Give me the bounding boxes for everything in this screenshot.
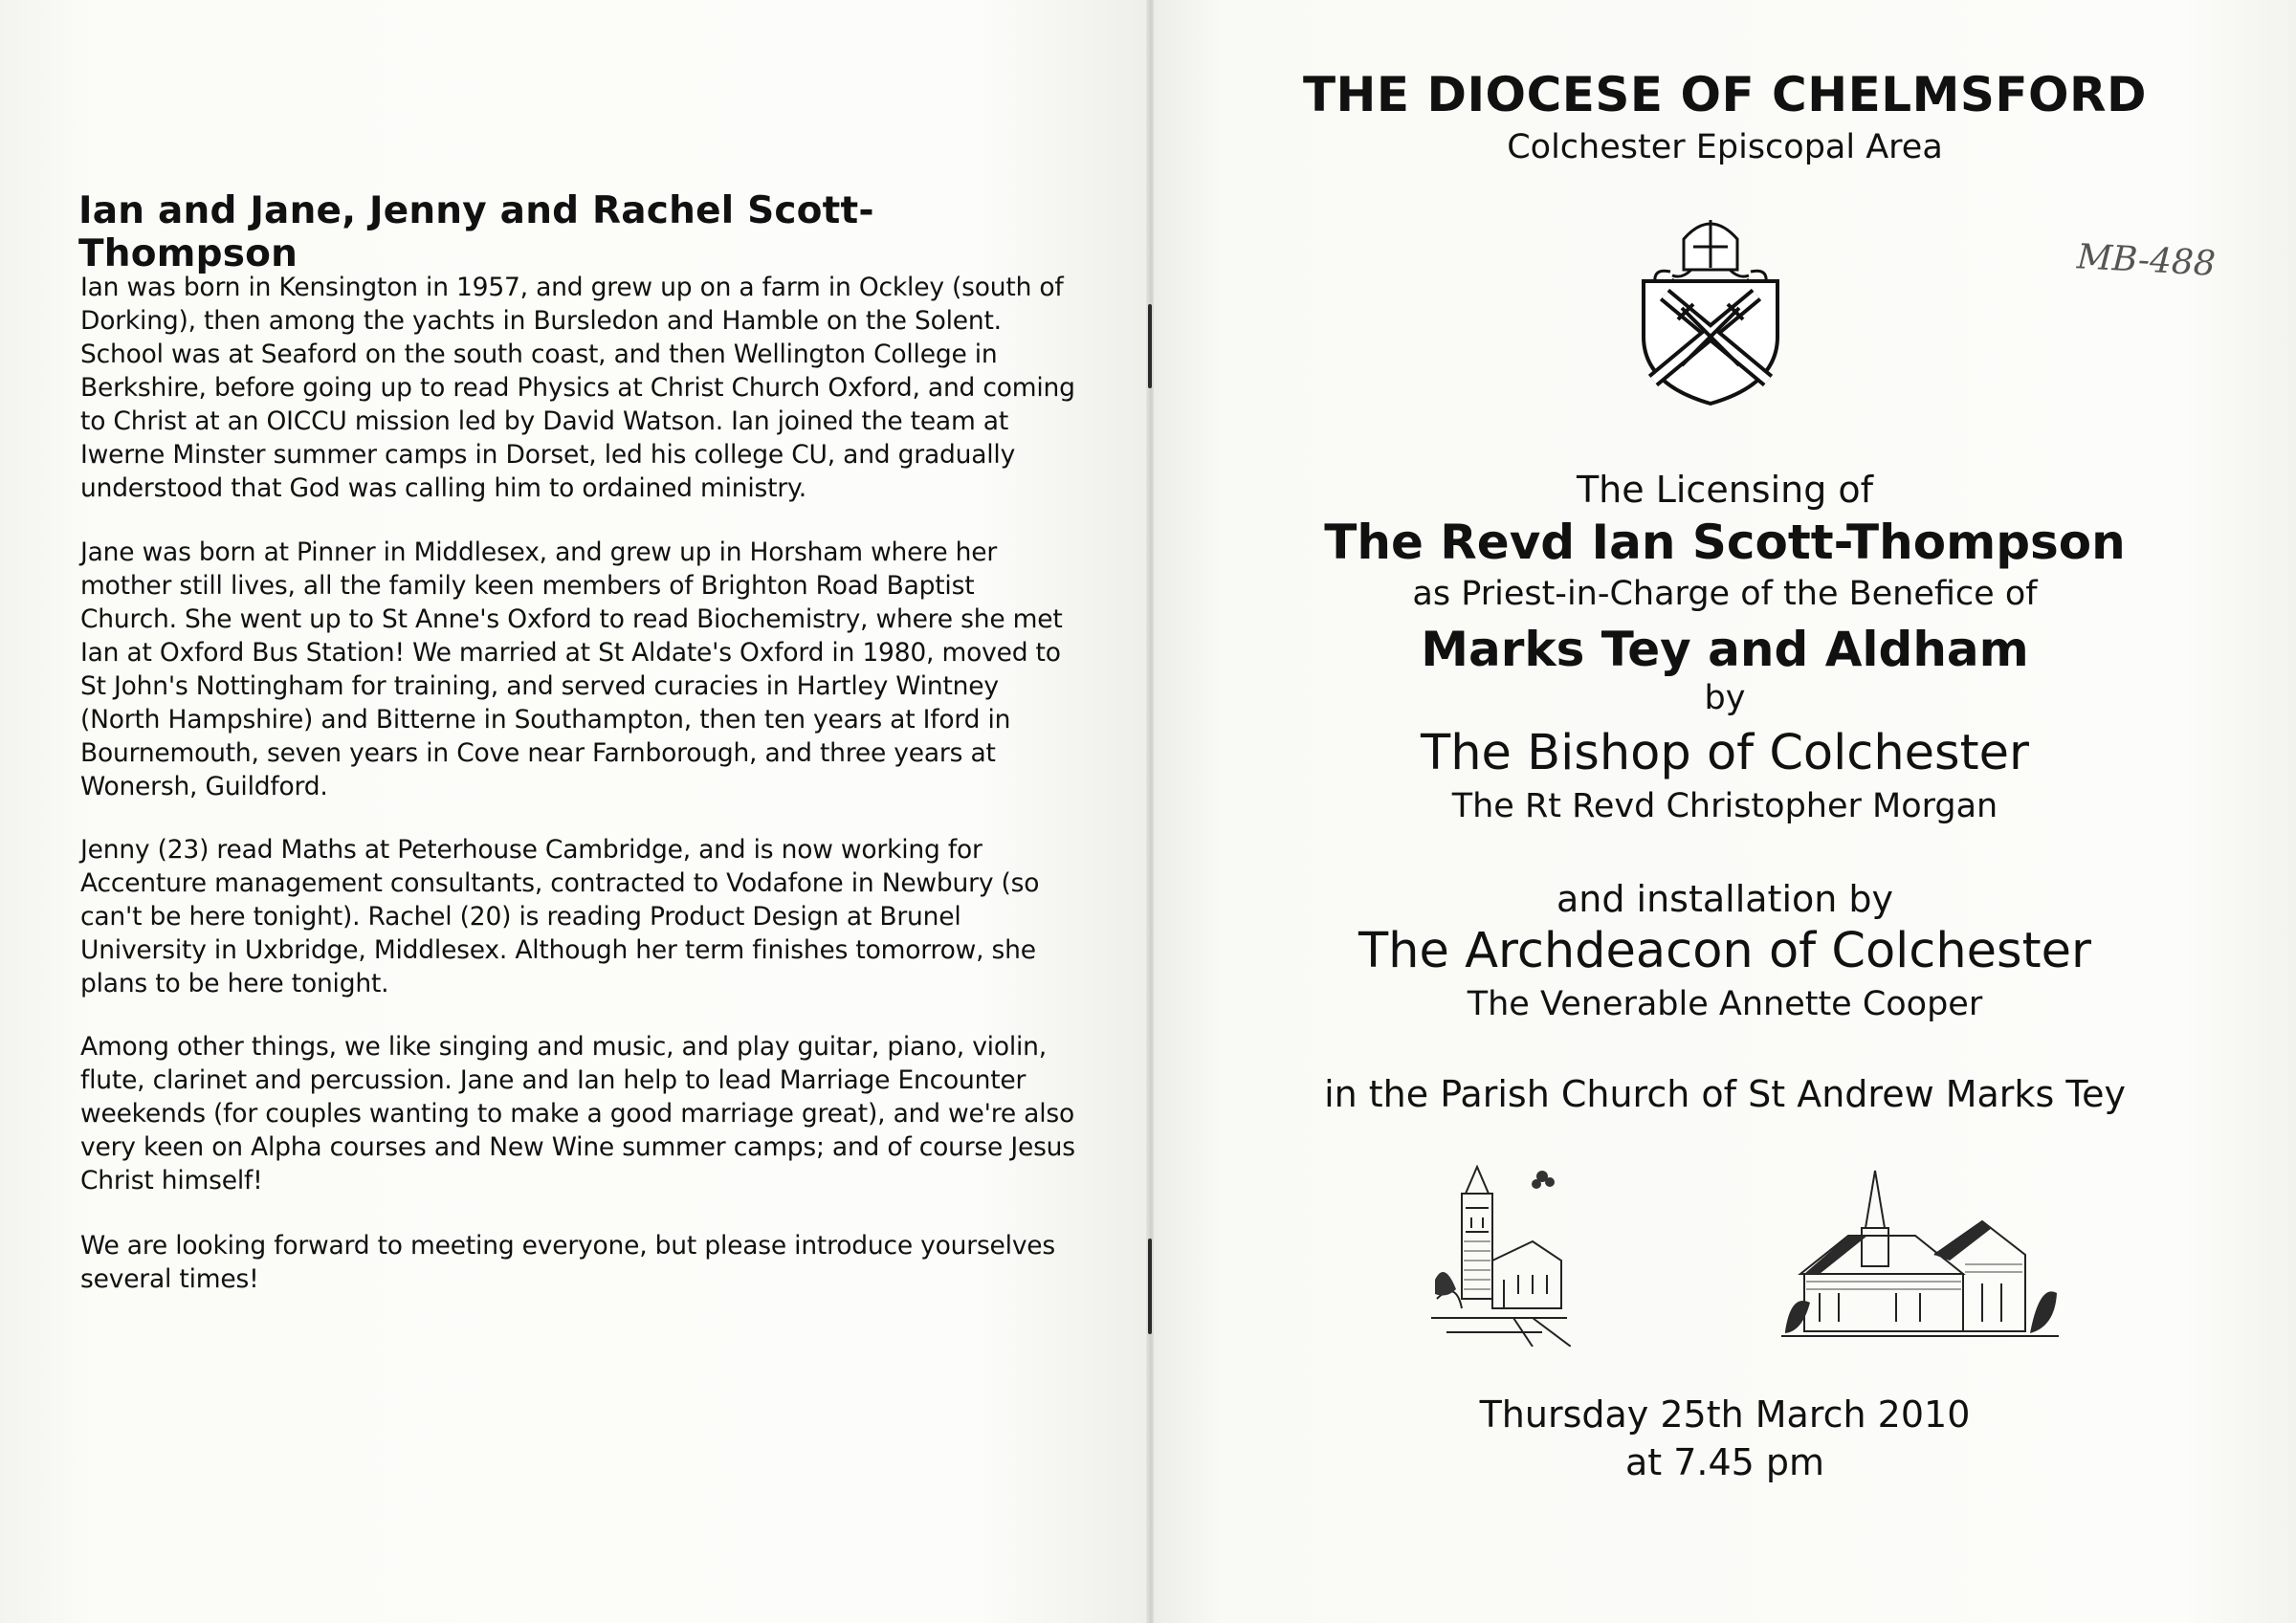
biography-paragraph-ian: Ian was born in Kensington in 1957, and grew up on a farm in Ockley (south of Dorking), then among the yachts in Bursledon and Hamble on the Solent. School was at Seaford on the south coast, and then Wellington College in Berkshire, before going up to read Physics at Christ Church Oxford, and coming to Christ at an OICCU mission led by David Watson. Ian joined the team at Iwerne Minster summer camps in Dorset, led his college CU, and gradually understood that God was calling him to ordained ministry. — [80, 273, 1075, 503]
staple-bottom — [1148, 1239, 1152, 1334]
licensee-name: The Revd Ian Scott-Thompson — [1324, 515, 2126, 570]
staple-top — [1148, 304, 1152, 388]
church-marks-tey-sketch-icon — [1781, 1169, 2059, 1346]
bishop-title: The Bishop of Colchester — [1421, 725, 2029, 781]
venue-line: in the Parish Church of St Andrew Marks Tey — [1324, 1073, 2126, 1115]
biography-title: Ian and Jane, Jenny and Rachel Scott-Thompson — [78, 189, 874, 275]
biography-paragraph-closing: We are looking forward to meeting everyone, but please introduce yourselves several times! — [80, 1231, 1056, 1294]
role-description: as Priest-in-Charge of the Benefice of — [1412, 575, 2038, 613]
church-aldham-sketch-icon — [1427, 1165, 1571, 1347]
handwritten-reference: MB-488 — [2076, 237, 2217, 284]
bishop-name: The Rt Revd Christopher Morgan — [1451, 787, 1998, 825]
licensing-intro: The Licensing of — [1576, 469, 1874, 511]
benefice-name: Marks Tey and Aldham — [1421, 622, 2029, 677]
archdeacon-name: The Venerable Annette Cooper — [1467, 985, 1983, 1023]
biography-paragraph-jane: Jane was born at Pinner in Middlesex, and grew up in Horsham where her mother still lives, all the family keen members of Brighton Road Baptist Church. She went up to St Anne's Oxford to read Biochemistry, where she met Ian at Oxford Bus Station! We married at St Aldate's Oxford in 1980, moved to St John's Nottingham for training, and served curacies in Hartley Wintney (North Hampshire) and Bitterne in Southampton, then ten years at Iford in Bournemouth, seven years in Cove near Farnborough, and three years at Wonersh, Guildford. — [80, 537, 1063, 801]
right-page — [1154, 0, 2296, 1623]
episcopal-area: Colchester Episcopal Area — [1507, 128, 1943, 166]
by-label: by — [1704, 679, 1746, 717]
diocese-crest-icon — [1624, 212, 1797, 408]
biography-paragraph-children: Jenny (23) read Maths at Peterhouse Cambridge, and is now working for Accenture management consultants, contracted to Vodafone in Newbury (so can't be here tonight). Rachel (20) is reading Product Design at Brunel University in Uxbridge, Middlesex. Although her term finishes tomorrow, she plans to be here tonight. — [80, 835, 1040, 998]
archdeacon-title: The Archdeacon of Colchester — [1358, 923, 2091, 979]
diocese-heading: THE DIOCESE OF CHELMSFORD — [1302, 67, 2148, 122]
installation-label: and installation by — [1556, 878, 1894, 920]
service-time: at 7.45 pm — [1624, 1441, 1825, 1483]
service-date: Thursday 25th March 2010 — [1479, 1393, 1971, 1436]
biography-paragraph-interests: Among other things, we like singing and music, and play guitar, piano, violin, flute, clarinet and percussion. Jane and Ian help to lead Marriage Encounter weekends (for couples wanting to make a good marriage great), and we're also very keen on Alpha courses and New Wine summer camps; and of course Jesus Christ himself! — [80, 1032, 1075, 1195]
